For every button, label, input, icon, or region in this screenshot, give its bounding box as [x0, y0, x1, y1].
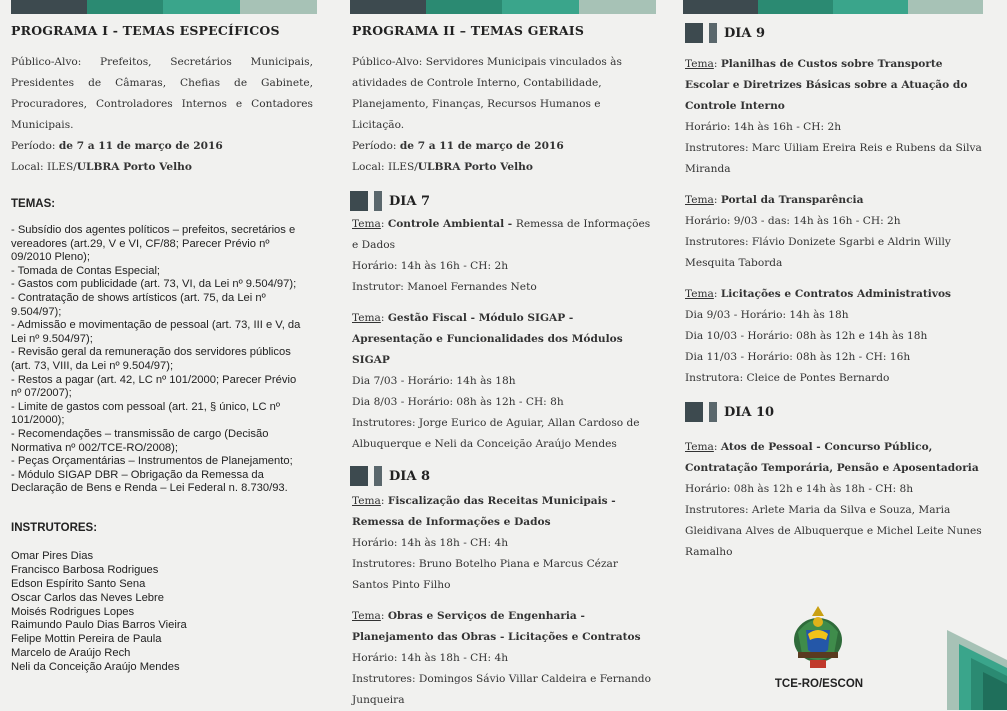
day-marker — [709, 402, 717, 422]
publico-alvo: Público-Alvo: Servidores Municipais vinculados às atividades de Controle Interno, Contabilidade, Planejamento, Finanças, Recursos Humanos e Licitação. — [352, 56, 622, 131]
column-dias-9-10 — [683, 0, 983, 563]
instrutores-list — [11, 550, 317, 675]
list-item: Oscar Carlos das Neves Lebre — [11, 591, 164, 604]
day-marker — [374, 466, 382, 486]
list-item: - Contratação de shows artísticos (art. 75, da Lei nº 9.504/97); — [11, 291, 266, 318]
list-item: Neli da Conceição Araújo Mendes — [11, 661, 180, 674]
color-bar — [11, 0, 317, 14]
list-item: Felipe Mottin Pereira de Paula — [11, 633, 162, 646]
local: Local: ILES/ULBRA Porto Velho — [11, 161, 192, 173]
program-title: PROGRAMA II – TEMAS GERAIS — [352, 23, 585, 38]
topic: Tema: Obras e Serviços de Engenharia - Planejamento das Obras - Licitações e Contratos Horário: 14h às 18h - CH: 4h Instrutores: Domingos Sávio Villar Caldeira e Fernando Junqueira — [352, 610, 651, 706]
day-marker — [709, 23, 717, 43]
list-item: - Restos a pagar (art. 42, LC nº 101/2000; Parecer Prévio nº 07/2007); — [11, 373, 297, 400]
temas-list — [11, 224, 307, 496]
day-label: DIA 8 — [389, 468, 431, 484]
day-label: DIA 9 — [724, 25, 766, 41]
color-bar — [683, 0, 983, 14]
list-item: - Limite de gastos com pessoal (art. 21, § único, LC nº 101/2000); — [11, 400, 280, 427]
list-item: - Módulo SIGAP DBR – Obrigação da Remessa da Declaração de Bens e Renda – Lei Federal n. 8.730/93. — [11, 468, 288, 495]
list-item: Marcelo de Araújo Rech — [11, 647, 131, 660]
list-item: - Tomada de Contas Especial; — [11, 264, 161, 277]
day-7-header — [350, 190, 656, 212]
day-marker — [685, 23, 703, 43]
topic: Tema: Fiscalização das Receitas Municipais - Remessa de Informações e Dados Horário: 14h às 18h - CH: 4h Instrutores: Bruno Botelho Piana e Marcus Cézar Santos Pinto Filho — [352, 495, 618, 591]
topic: Tema: Controle Ambiental - Remessa de Informações e Dados Horário: 14h às 16h - CH: 2h Instrutor: Manoel Fernandes Neto — [352, 218, 651, 293]
day-marker — [374, 191, 382, 211]
local: Local: ILES/ULBRA Porto Velho — [352, 161, 533, 173]
list-item: Moisés Rodrigues Lopes — [11, 605, 135, 618]
list-item: - Recomendações – transmissão de cargo (Decisão Normativa nº 002/TCE-RO/2008); — [11, 427, 269, 454]
topic: Tema: Portal da Transparência Horário: 9/03 - das: 14h às 16h - CH: 2h Instrutores: Flávio Donizete Sgarbi e Aldrin Willy Mesquita Taborda — [685, 194, 951, 269]
list-item: Francisco Barbosa Rodrigues — [11, 563, 159, 576]
periodo: Período: de 7 a 11 de março de 2016 — [11, 140, 223, 152]
list-item: - Gastos com publicidade (art. 73, VI, da Lei nº 9.504/97); — [11, 278, 297, 291]
day-marker — [350, 466, 368, 486]
list-item: Raimundo Paulo Dias Barros Vieira — [11, 619, 187, 632]
temas-heading: TEMAS: — [11, 198, 56, 210]
periodo: Período: de 7 a 11 de março de 2016 — [352, 140, 564, 152]
color-bar — [350, 0, 656, 14]
publico-alvo: Público-Alvo: Prefeitos, Secretários Municipais, Presidentes de Câmaras, Chefias de Gabinete, Procuradores, Controladores Internos e Contadores Municipais. — [11, 56, 313, 131]
decorative-corner — [947, 630, 1007, 710]
topic: Tema: Atos de Pessoal - Concurso Público, Contratação Temporária, Pensão e Aposentadoria Horário: 08h às 12h e 14h às 18h - CH: 8h Instrutores: Arlete Maria da Silva e Souza, Maria Gleidivana Alves de Albuquerque e Michel Leite Nunes Ramalho — [685, 441, 982, 558]
day-8-header — [350, 465, 656, 487]
topic: Tema: Licitações e Contratos Administrativos Dia 9/03 - Horário: 14h às 18h Dia 10/03 - Horário: 08h às 12h e 14h às 18h Dia 11/03 - Horário: 08h às 12h - CH: 16h Instrutora: Cleice de Pontes Bernardo — [685, 288, 951, 384]
list-item: Edson Espírito Santo Sena — [11, 577, 146, 590]
list-item: - Subsídio dos agentes políticos – prefeitos, secretários e vereadores (art.29, V e VI, CF/88; Parecer Prévio nº 09/2010 Pleno); — [11, 224, 296, 264]
list-item: - Admissão e movimentação de pessoal (art. 73, III e V, da Lei nº 9.504/97); — [11, 319, 301, 345]
topic: Tema: Gestão Fiscal - Módulo SIGAP - Apresentação e Funcionalidades dos Módulos SIGAP Dia 7/03 - Horário: 14h às 18h Dia 8/03 - Horário: 08h às 12h - CH: 8h Instrutores: Jorge Eurico de Aguiar, Allan Cardoso de Albuquerque e Neli da Conceição Araújo Mendes — [352, 312, 640, 450]
day-label: DIA 7 — [389, 193, 431, 209]
list-item: - Revisão geral da remuneração dos servidores públicos (art. 73, VIII, da Lei nº 9.504/97); — [11, 346, 291, 372]
column-programa-2 — [350, 0, 656, 711]
coat-of-arms-icon — [788, 602, 848, 672]
column-programa-1 — [11, 0, 317, 675]
program-title: PROGRAMA I - TEMAS ESPECÍFICOS — [11, 23, 280, 38]
day-label: DIA 10 — [724, 404, 775, 420]
day-10-header — [685, 401, 983, 423]
list-item: - Peças Orçamentárias – Instrumentos de Planejamento; — [11, 455, 293, 468]
instrutores-heading: INSTRUTORES: — [11, 521, 98, 534]
logo-text: TCE-RO/ESCON — [774, 678, 864, 690]
day-9-header — [685, 22, 983, 44]
topic: Tema: Planilhas de Custos sobre Transporte Escolar e Diretrizes Básicas sobre a Atuação do Controle Interno Horário: 14h às 16h - CH: 2h Instrutores: Marc Uiliam Ereira Reis e Rubens da Silva Miranda — [685, 58, 982, 175]
day-marker — [685, 402, 703, 422]
day-marker — [350, 191, 368, 211]
list-item: Omar Pires Dias — [11, 549, 94, 562]
